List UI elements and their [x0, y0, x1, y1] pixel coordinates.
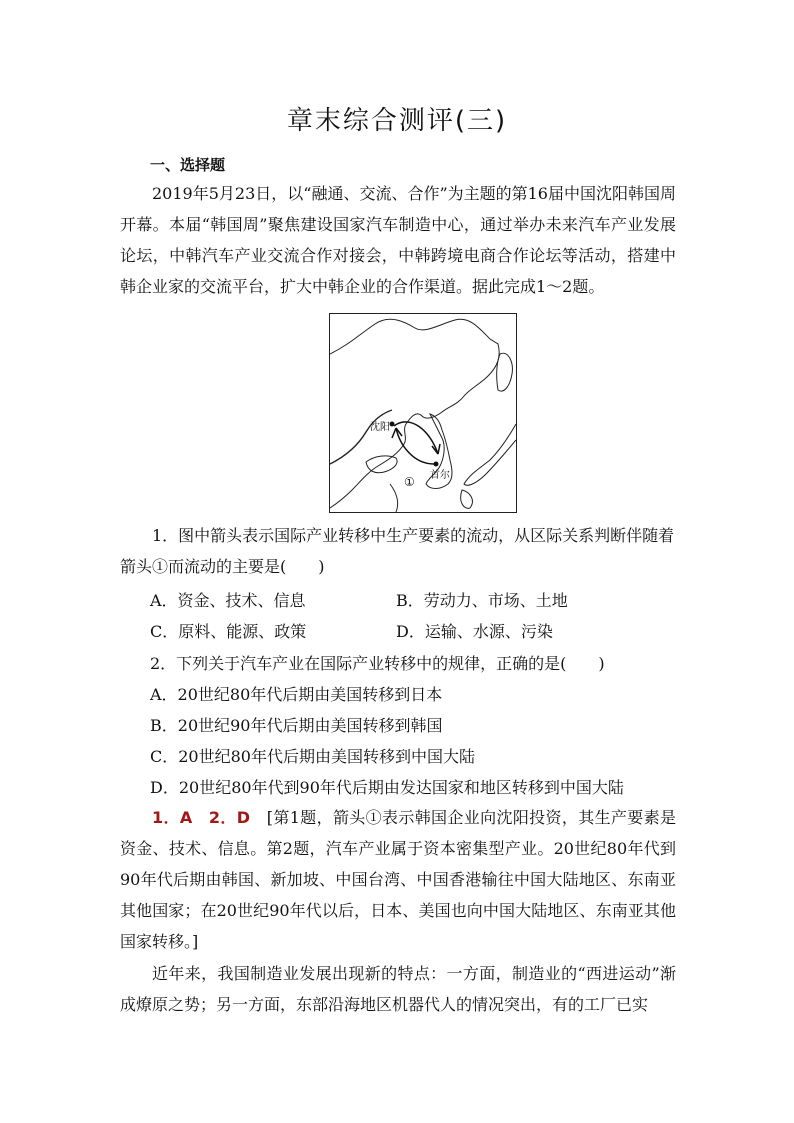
question-1-option-d: D．运输、水源、污染 [396, 622, 553, 641]
question-2-option-b: B．20世纪90年代后期由美国转移到韩国 [150, 716, 443, 735]
next-passage: 近年来，我国制造业发展出现新的特点：一方面，制造业的“西进运动”渐成燎原之势；另一方面，东部沿海地区机器代人的情况突出，有的工厂已实 [120, 964, 676, 1014]
answer-explanation [120, 802, 676, 957]
japan-island-north [497, 353, 513, 391]
seoul-marker [434, 462, 439, 467]
question-1-option-a: A．资金、技术、信息 [150, 591, 306, 610]
page-title: 章末综合测评(三) [286, 106, 508, 136]
question-2-stem: 2．下列关于汽车产业在国际产业转移中的规律，正确的是( ) [150, 654, 605, 673]
shenyang-marker [390, 422, 395, 427]
japan-honshu [464, 424, 516, 485]
map-svg [330, 314, 516, 512]
answer-key: 1．A 2．D [152, 808, 251, 827]
shenyang-label: 沈阳 [370, 422, 390, 433]
japan-kyushu [461, 490, 473, 508]
question-2-option-d: D．20世纪80年代到90年代后期由发达国家和地区转移到中国大陆 [150, 778, 624, 797]
map-figure [329, 313, 517, 513]
southern-coast [390, 484, 398, 512]
question-1-option-c: C．原料、能源、政策 [150, 622, 307, 641]
intro-paragraph: 2019年5月23日，以“融通、交流、合作”为主题的第16届中国沈阳韩国周开幕。本届“韩国周”聚焦建设国家汽车制造中心，通过举办未来汽车产业发展论坛，中韩汽车产业交流合作对接会，中韩跨境电商合作论坛等活动，搭建中韩企业家的交流平台，扩大中韩企业的合作渠道。据此完成1～2题。 [120, 184, 676, 296]
question-2-option-c: C．20世纪80年代后期由美国转移到中国大陆 [150, 747, 475, 766]
arrow-2 [396, 428, 434, 464]
question-1-stem: 1．图中箭头表示国际产业转移中生产要素的流动，从区际关系判断伴随着箭头①而流动的主要是( ) [120, 526, 675, 576]
answer-text: [第1题，箭头①表示韩国企业向沈阳投资，其生产要素是资金、技术、信息。第2题，汽车产业属于资本密集型产业。20世纪80年代到90年代后期由韩国、新加坡、中国台湾、中国香港输往中国大陆地区、东南亚其他国家；在20世纪90年代以后，日本、美国也向中国大陆地区、东南亚其他国家转移。] [120, 808, 676, 951]
question-2-option-a: A．20世纪80年代后期由美国转移到日本 [150, 685, 443, 704]
seoul-label: 首尔 [430, 470, 450, 481]
section-heading: 一、选择题 [150, 156, 226, 174]
arrow-1-label: ① [404, 475, 415, 489]
question-1-option-b: B．劳动力、市场、土地 [396, 591, 568, 610]
